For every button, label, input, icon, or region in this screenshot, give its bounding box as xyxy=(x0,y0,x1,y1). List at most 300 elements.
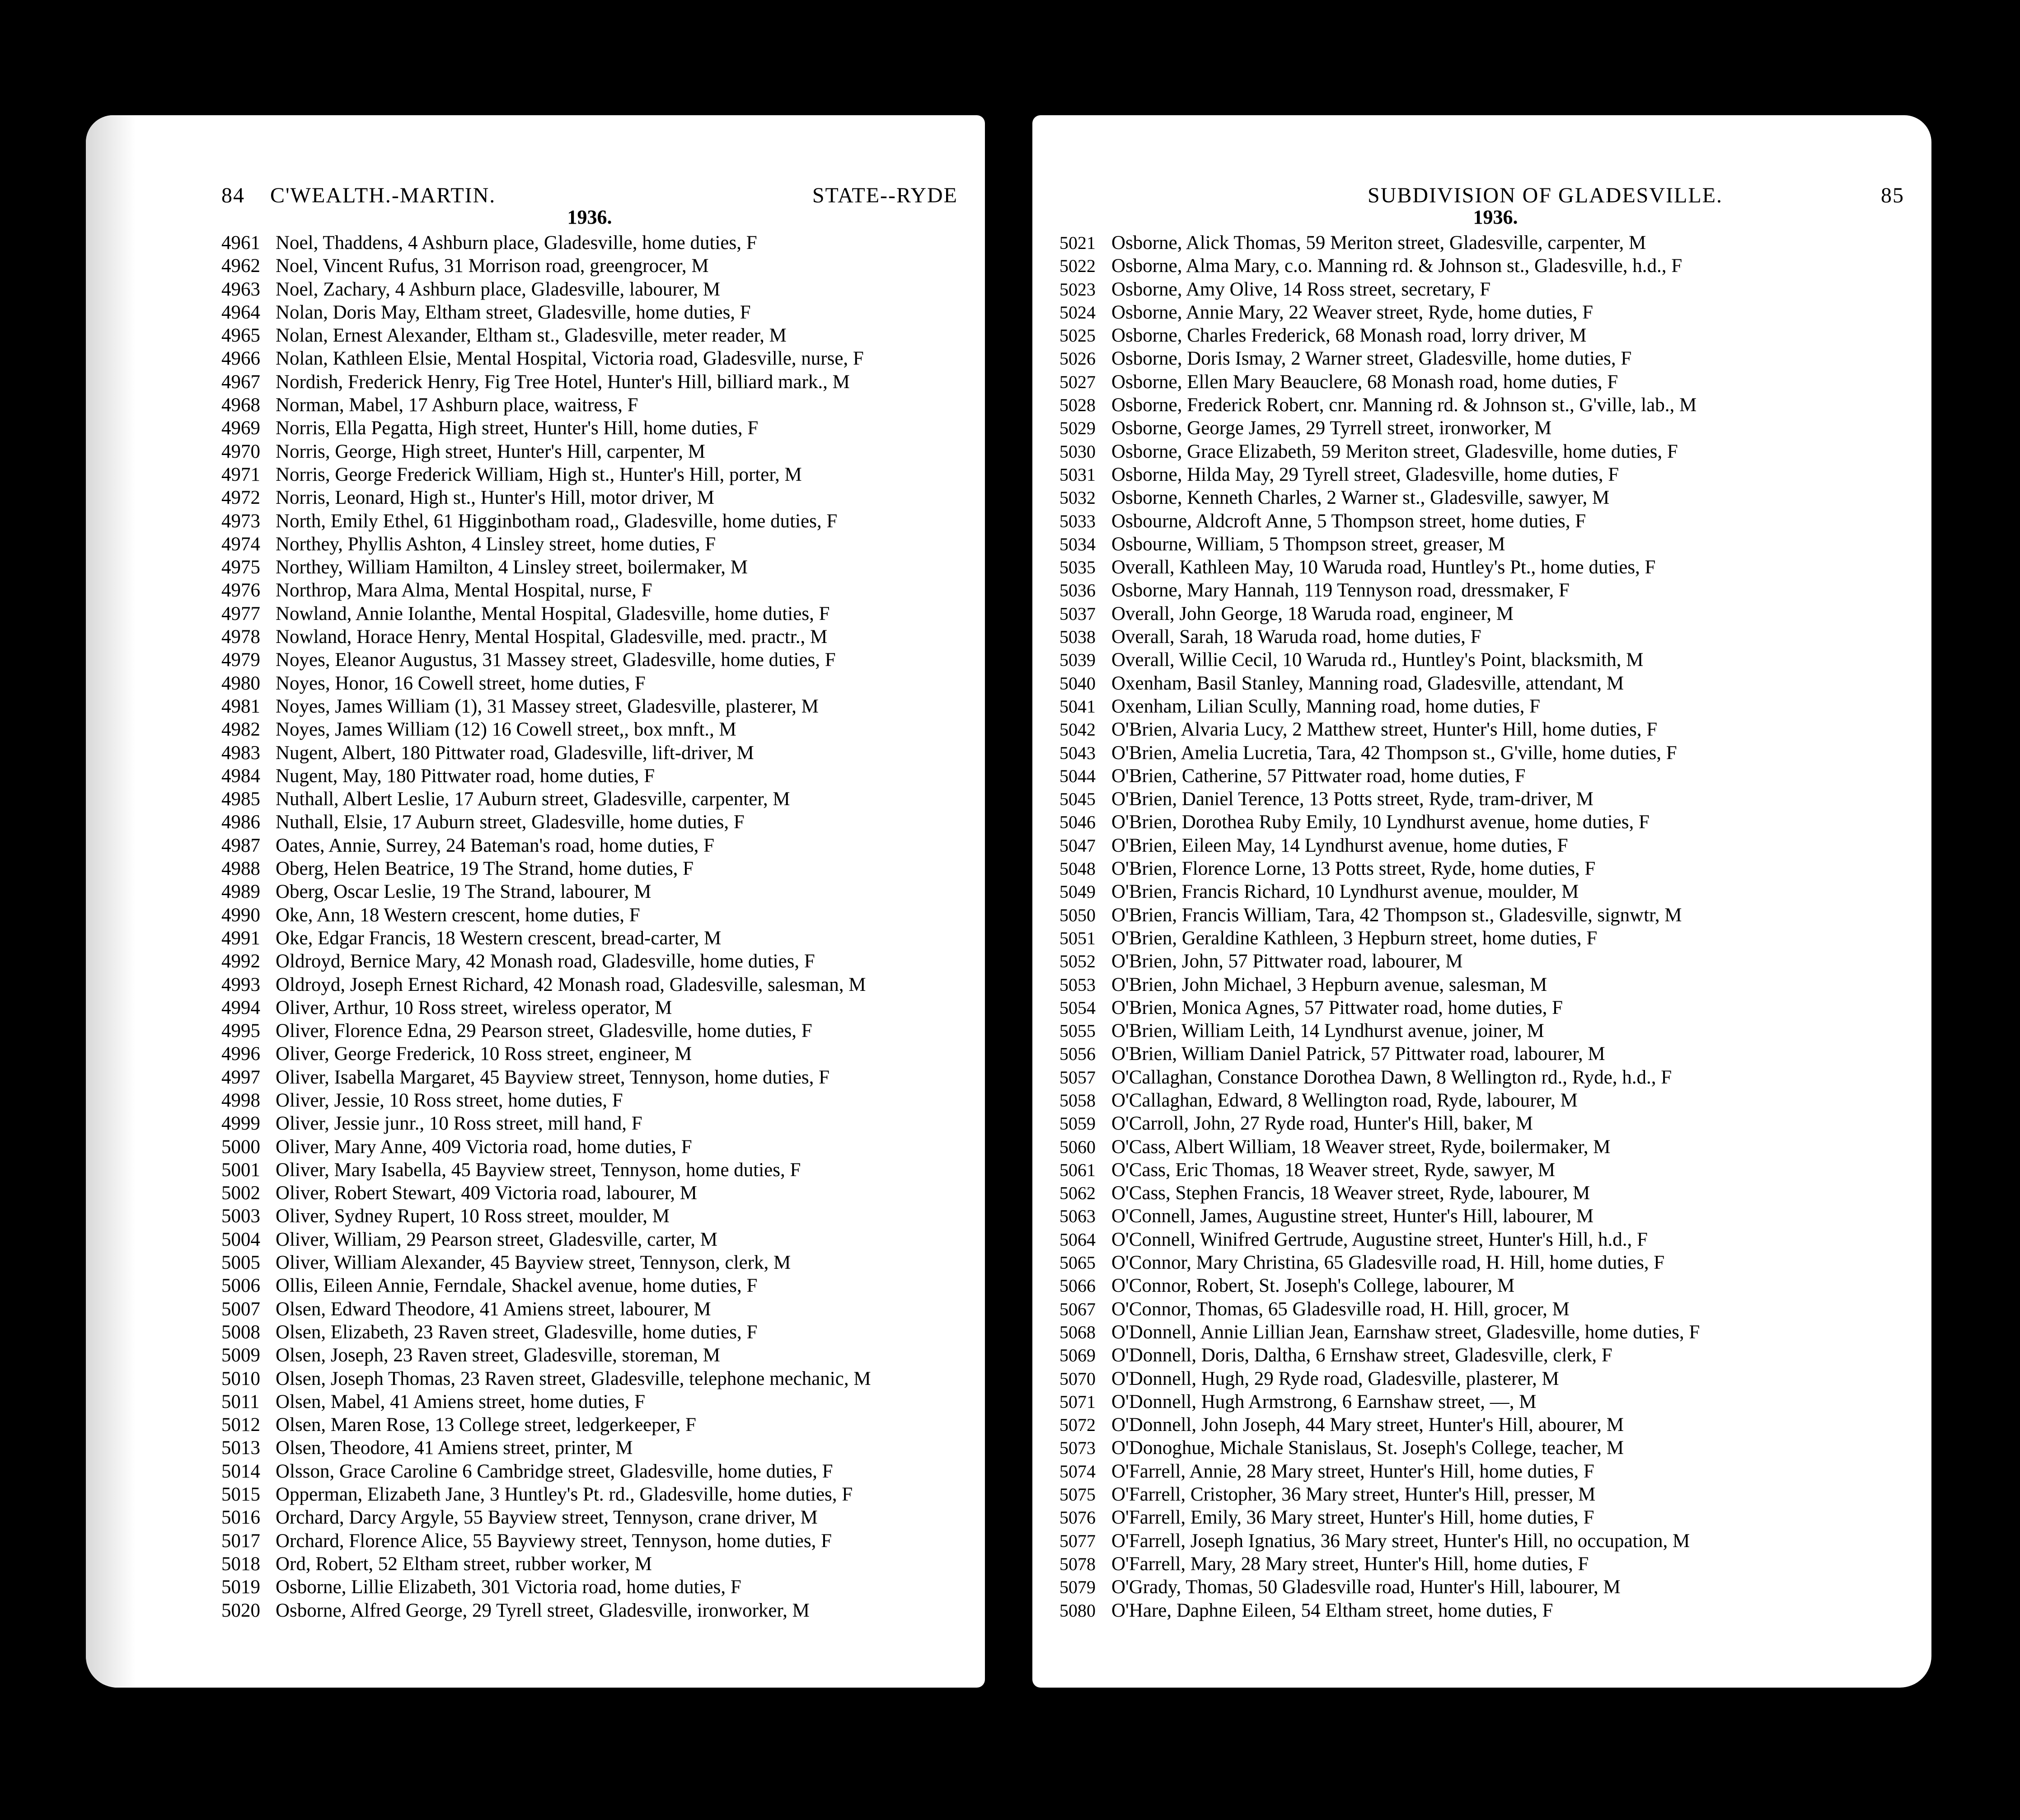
entry-number: 4967 xyxy=(221,371,260,393)
entry-number: 5008 xyxy=(221,1321,260,1343)
entry-text: Osborne, Charles Frederick, 68 Monash road, lorry driver, M xyxy=(1111,325,1587,347)
roll-entry xyxy=(221,695,971,718)
entry-number: 4966 xyxy=(221,348,260,370)
roll-entry xyxy=(221,1437,971,1460)
entry-number: 5041 xyxy=(1059,696,1096,717)
entry-text: Osborne, Mary Hannah, 119 Tennyson road, dressmaker, F xyxy=(1111,580,1570,601)
roll-entry xyxy=(221,1182,971,1205)
entry-number: 5053 xyxy=(1059,974,1096,995)
roll-entry xyxy=(221,788,971,811)
roll-entry xyxy=(221,347,971,371)
entry-number: 5061 xyxy=(1059,1159,1096,1180)
page-gutter-shadow xyxy=(86,115,136,1688)
entry-text: Nuthall, Elsie, 17 Auburn street, Gladesville, home duties, F xyxy=(276,811,745,833)
roll-entry xyxy=(1059,742,1904,765)
entry-text: O'Cass, Eric Thomas, 18 Weaver street, Ryde, sawyer, M xyxy=(1111,1159,1556,1181)
entry-number: 4992 xyxy=(221,951,260,972)
entry-text: O'Connell, Winifred Gertrude, Augustine street, Hunter's Hill, h.d., F xyxy=(1111,1229,1648,1250)
entry-number: 4986 xyxy=(221,811,260,833)
entry-text: Olsson, Grace Caroline 6 Cambridge street, Gladesville, home duties, F xyxy=(276,1460,833,1482)
roll-entry xyxy=(221,1530,971,1553)
entry-number: 5049 xyxy=(1059,882,1096,902)
entry-text: Osborne, George James, 29 Tyrrell street, ironworker, M xyxy=(1111,417,1552,439)
entry-text: Osborne, Lillie Elizabeth, 301 Victoria road, home duties, F xyxy=(276,1576,741,1598)
left-page-number-and-title xyxy=(221,183,496,208)
entry-text: Olsen, Joseph, 23 Raven street, Gladesville, storeman, M xyxy=(276,1345,721,1366)
roll-entry xyxy=(1059,1066,1904,1089)
entry-text: O'Donnell, John Joseph, 44 Mary street, Hunter's Hill, abourer, M xyxy=(1111,1414,1624,1436)
roll-entry xyxy=(1059,974,1904,997)
roll-entry xyxy=(221,1159,971,1182)
entry-text: Northey, William Hamilton, 4 Linsley street, boilermaker, M xyxy=(276,557,748,578)
roll-entry xyxy=(1059,417,1904,440)
entry-text: Osborne, Grace Elizabeth, 59 Meriton street, Gladesville, home duties, F xyxy=(1111,441,1678,462)
roll-entry xyxy=(1059,1275,1904,1298)
roll-entry xyxy=(221,255,971,278)
entry-number: 5059 xyxy=(1059,1113,1096,1134)
entry-text: Osborne, Hilda May, 29 Tyrell street, Gladesville, home duties, F xyxy=(1111,464,1619,485)
entry-text: O'Farrell, Cristopher, 36 Mary street, Hunter's Hill, presser, M xyxy=(1111,1484,1596,1506)
entry-number: 5013 xyxy=(221,1437,260,1459)
entry-number: 4996 xyxy=(221,1043,260,1065)
entry-number: 5076 xyxy=(1059,1507,1096,1528)
roll-entry xyxy=(221,997,971,1020)
roll-entry xyxy=(221,626,971,649)
entry-text: O'Brien, John, 57 Pittwater road, labourer, M xyxy=(1111,951,1463,972)
roll-entry xyxy=(221,1298,971,1321)
entry-number: 5022 xyxy=(1059,256,1096,277)
entry-text: Oke, Edgar Francis, 18 Western crescent, bread-carter, M xyxy=(276,927,722,949)
entry-text: Oliver, George Frederick, 10 Ross street, engineer, M xyxy=(276,1043,692,1065)
roll-entry xyxy=(1059,1159,1904,1182)
electoral-roll-list xyxy=(1059,232,1904,1623)
roll-entry xyxy=(1059,1043,1904,1066)
roll-entry xyxy=(221,1344,971,1367)
entry-number: 5074 xyxy=(1059,1461,1096,1482)
entry-number: 5029 xyxy=(1059,418,1096,439)
roll-entry xyxy=(221,1414,971,1437)
entry-text: Oberg, Oscar Leslie, 19 The Strand, labourer, M xyxy=(276,881,651,903)
roll-entry xyxy=(1059,1229,1904,1252)
entry-number: 5067 xyxy=(1059,1299,1096,1319)
roll-entry xyxy=(1059,487,1904,510)
entry-text: Oliver, Isabella Margaret, 45 Bayview street, Tennyson, home duties, F xyxy=(276,1066,830,1088)
roll-entry xyxy=(1059,950,1904,973)
roll-entry xyxy=(1059,788,1904,811)
entry-number: 5002 xyxy=(221,1182,260,1204)
entry-number: 5033 xyxy=(1059,511,1096,531)
entry-text: Osborne, Kenneth Charles, 2 Warner st., Gladesville, sawyer, M xyxy=(1111,487,1610,509)
entry-number: 5055 xyxy=(1059,1021,1096,1041)
entry-number: 5005 xyxy=(221,1252,260,1274)
entry-text: Noyes, Honor, 16 Cowell street, home duties, F xyxy=(276,672,646,694)
entry-text: Olsen, Mabel, 41 Amiens street, home duties, F xyxy=(276,1391,646,1412)
roll-entry xyxy=(1059,1205,1904,1228)
entry-number: 4974 xyxy=(221,533,260,555)
entry-text: Oliver, Mary Anne, 409 Victoria road, home duties, F xyxy=(276,1136,692,1158)
entry-text: O'Brien, John Michael, 3 Hepburn avenue, salesman, M xyxy=(1111,974,1547,995)
entry-text: Olsen, Elizabeth, 23 Raven street, Gladesville, home duties, F xyxy=(276,1321,758,1343)
header-right-title: STATE--RYDE xyxy=(812,183,958,207)
entry-text: O'Brien, Daniel Terence, 13 Potts street, Ryde, tram-driver, M xyxy=(1111,788,1594,810)
roll-entry xyxy=(1059,324,1904,347)
entry-number: 5069 xyxy=(1059,1345,1096,1366)
entry-text: Osborne, Alfred George, 29 Tyrell street, Gladesville, ironworker, M xyxy=(276,1600,810,1621)
entry-number: 5031 xyxy=(1059,464,1096,485)
entry-text: Nowland, Horace Henry, Mental Hospital, Gladesville, med. practr., M xyxy=(276,626,828,648)
roll-entry xyxy=(1059,811,1904,834)
entry-text: Northrop, Mara Alma, Mental Hospital, nurse, F xyxy=(276,580,652,601)
entry-number: 4964 xyxy=(221,301,260,323)
roll-entry xyxy=(1059,1553,1904,1576)
entry-number: 5071 xyxy=(1059,1391,1096,1412)
roll-entry xyxy=(221,1321,971,1344)
entry-text: O'Brien, Alvaria Lucy, 2 Matthew street, Hunter's Hill, home duties, F xyxy=(1111,719,1658,741)
entry-number: 5010 xyxy=(221,1368,260,1389)
entry-text: Osbourne, William, 5 Thompson street, greaser, M xyxy=(1111,533,1505,555)
entry-number: 5048 xyxy=(1059,858,1096,879)
entry-number: 5078 xyxy=(1059,1553,1096,1574)
entry-number: 5056 xyxy=(1059,1044,1096,1065)
roll-entry xyxy=(1059,1483,1904,1506)
entry-text: Olsen, Joseph Thomas, 23 Raven street, Gladesville, telephone mechanic, M xyxy=(276,1368,871,1389)
entry-text: Oke, Ann, 18 Western crescent, home duties, F xyxy=(276,904,640,926)
roll-entry xyxy=(221,394,971,417)
entry-number: 5011 xyxy=(221,1391,260,1412)
entry-text: O'Brien, Dorothea Ruby Emily, 10 Lyndhurst avenue, home duties, F xyxy=(1111,811,1650,833)
roll-entry xyxy=(221,510,971,533)
roll-entry xyxy=(1059,904,1904,927)
entry-number: 4963 xyxy=(221,278,260,300)
entry-text: North, Emily Ethel, 61 Higginbotham road,, Gladesville, home duties, F xyxy=(276,510,838,532)
entry-number: 5023 xyxy=(1059,279,1096,300)
entry-number: 4971 xyxy=(221,464,260,485)
entry-text: Olsen, Maren Rose, 13 College street, ledgerkeeper, F xyxy=(276,1414,696,1436)
entry-text: O'Brien, William Leith, 14 Lyndhurst avenue, joiner, M xyxy=(1111,1020,1544,1042)
entry-number: 4972 xyxy=(221,487,260,509)
roll-entry xyxy=(221,1391,971,1414)
entry-text: Oliver, Robert Stewart, 409 Victoria road, labourer, M xyxy=(276,1182,697,1204)
roll-entry xyxy=(1059,556,1904,579)
roll-entry xyxy=(221,371,971,394)
roll-entry xyxy=(221,1043,971,1066)
roll-entry xyxy=(221,765,971,788)
entry-number: 4968 xyxy=(221,394,260,416)
roll-entry xyxy=(221,1460,971,1483)
entry-text: O'Cass, Stephen Francis, 18 Weaver street, Ryde, labourer, M xyxy=(1111,1182,1590,1204)
entry-number: 5065 xyxy=(1059,1252,1096,1273)
entry-number: 4979 xyxy=(221,649,260,671)
entry-text: Nugent, Albert, 180 Pittwater road, Gladesville, lift-driver, M xyxy=(276,742,754,764)
entry-number: 5032 xyxy=(1059,488,1096,508)
entry-number: 5016 xyxy=(221,1507,260,1529)
entry-number: 4987 xyxy=(221,835,260,856)
entry-number: 4988 xyxy=(221,858,260,880)
roll-entry xyxy=(1059,232,1904,255)
entry-text: O'Carroll, John, 27 Ryde road, Hunter's Hill, baker, M xyxy=(1111,1113,1533,1135)
left-page xyxy=(86,115,985,1688)
roll-entry xyxy=(221,835,971,858)
entry-text: Nolan, Kathleen Elsie, Mental Hospital, Victoria road, Gladesville, nurse, F xyxy=(276,348,864,370)
roll-entry xyxy=(1059,1298,1904,1321)
entry-number: 5021 xyxy=(1059,233,1096,253)
entry-text: O'Farrell, Annie, 28 Mary street, Hunter's Hill, home duties, F xyxy=(1111,1460,1594,1482)
roll-entry xyxy=(221,324,971,347)
roll-entry xyxy=(221,464,971,487)
roll-entry xyxy=(1059,997,1904,1020)
roll-entry xyxy=(1059,718,1904,741)
roll-entry xyxy=(221,1600,971,1623)
roll-entry xyxy=(1059,1600,1904,1623)
roll-entry xyxy=(1059,441,1904,464)
roll-entry xyxy=(1059,533,1904,556)
entry-number: 4980 xyxy=(221,672,260,694)
entry-text: O'Farrell, Joseph Ignatius, 36 Mary street, Hunter's Hill, no occupation, M xyxy=(1111,1530,1690,1552)
entry-number: 5052 xyxy=(1059,951,1096,972)
entry-number: 5054 xyxy=(1059,997,1096,1018)
entry-number: 5062 xyxy=(1059,1183,1096,1204)
entry-number: 5070 xyxy=(1059,1368,1096,1389)
roll-entry xyxy=(221,1553,971,1576)
entry-number: 5073 xyxy=(1059,1438,1096,1459)
entry-text: Noyes, James William (12) 16 Cowell street,, box mnft., M xyxy=(276,719,736,741)
entry-text: Norris, Leonard, High st., Hunter's Hill, motor driver, M xyxy=(276,487,714,509)
roll-entry xyxy=(1059,278,1904,301)
entry-text: Osborne, Alick Thomas, 59 Meriton street, Gladesville, carpenter, M xyxy=(1111,232,1646,253)
page-year: 1936. xyxy=(1473,206,1518,228)
roll-entry xyxy=(221,1089,971,1112)
entry-number: 4973 xyxy=(221,510,260,532)
entry-number: 4994 xyxy=(221,997,260,1018)
entry-number: 5003 xyxy=(221,1206,260,1227)
entry-number: 5019 xyxy=(221,1576,260,1598)
page-year: 1936. xyxy=(567,206,612,228)
entry-text: Oliver, Sydney Rupert, 10 Ross street, moulder, M xyxy=(276,1206,670,1227)
entry-text: Nolan, Doris May, Eltham street, Gladesville, home duties, F xyxy=(276,301,751,323)
entry-number: 4989 xyxy=(221,881,260,903)
entry-number: 5012 xyxy=(221,1414,260,1436)
entry-text: O'Hare, Daphne Eileen, 54 Eltham street, home duties, F xyxy=(1111,1600,1553,1621)
roll-entry xyxy=(221,1136,971,1159)
entry-number: 5075 xyxy=(1059,1484,1096,1505)
entry-text: Nugent, May, 180 Pittwater road, home duties, F xyxy=(276,765,655,787)
roll-entry xyxy=(1059,835,1904,858)
entry-number: 5030 xyxy=(1059,441,1096,462)
entry-text: Norris, George Frederick William, High st., Hunter's Hill, porter, M xyxy=(276,464,802,485)
entry-number: 5057 xyxy=(1059,1067,1096,1088)
roll-entry xyxy=(1059,394,1904,417)
roll-entry xyxy=(1059,510,1904,533)
entry-number: 4977 xyxy=(221,603,260,624)
entry-text: O'Donnell, Annie Lillian Jean, Earnshaw street, Gladesville, home duties, F xyxy=(1111,1321,1700,1343)
entry-text: O'Donnell, Doris, Daltha, 6 Ernshaw street, Gladesville, clerk, F xyxy=(1111,1345,1612,1366)
roll-entry xyxy=(1059,626,1904,649)
entry-text: Oates, Annie, Surrey, 24 Bateman's road, home duties, F xyxy=(276,835,715,856)
entry-text: Osborne, Amy Olive, 14 Ross street, secretary, F xyxy=(1111,278,1491,300)
roll-entry xyxy=(221,1275,971,1298)
entry-number: 5077 xyxy=(1059,1530,1096,1551)
entry-text: Oliver, Arthur, 10 Ross street, wireless operator, M xyxy=(276,997,672,1018)
entry-number: 5018 xyxy=(221,1553,260,1575)
entry-number: 5066 xyxy=(1059,1276,1096,1296)
entry-text: O'Connell, James, Augustine street, Hunter's Hill, labourer, M xyxy=(1111,1206,1594,1227)
roll-entry xyxy=(1059,255,1904,278)
roll-entry xyxy=(1059,1136,1904,1159)
entry-number: 5051 xyxy=(1059,928,1096,948)
page-number: 84 xyxy=(221,183,245,207)
entry-number: 5063 xyxy=(1059,1206,1096,1227)
entry-number: 4978 xyxy=(221,626,260,648)
header-left-title: C'WEALTH.-MARTIN. xyxy=(270,183,496,207)
entry-text: O'Cass, Albert William, 18 Weaver street, Ryde, boilermaker, M xyxy=(1111,1136,1611,1158)
entry-number: 5079 xyxy=(1059,1577,1096,1598)
entry-number: 4998 xyxy=(221,1089,260,1111)
roll-entry xyxy=(1059,672,1904,695)
entry-text: Osborne, Doris Ismay, 2 Warner street, Gladesville, home duties, F xyxy=(1111,348,1632,370)
roll-entry xyxy=(221,1483,971,1506)
entry-number: 4962 xyxy=(221,255,260,277)
roll-entry xyxy=(221,232,971,255)
entry-number: 5037 xyxy=(1059,603,1096,624)
entry-number: 5064 xyxy=(1059,1229,1096,1250)
roll-entry xyxy=(221,974,971,997)
entry-text: Oliver, Florence Edna, 29 Pearson street, Gladesville, home duties, F xyxy=(276,1020,812,1042)
entry-number: 4990 xyxy=(221,904,260,926)
entry-text: O'Farrell, Mary, 28 Mary street, Hunter's Hill, home duties, F xyxy=(1111,1553,1589,1575)
entry-number: 4993 xyxy=(221,974,260,995)
entry-text: Oliver, Jessie junr., 10 Ross street, mill hand, F xyxy=(276,1113,642,1135)
entry-number: 5042 xyxy=(1059,719,1096,740)
entry-number: 5038 xyxy=(1059,627,1096,647)
entry-number: 5045 xyxy=(1059,789,1096,810)
roll-entry xyxy=(1059,927,1904,950)
entry-text: Nolan, Ernest Alexander, Eltham st., Gladesville, meter reader, M xyxy=(276,325,787,347)
entry-text: O'Donoghue, Michale Stanislaus, St. Joseph's College, teacher, M xyxy=(1111,1437,1624,1459)
entry-text: Oliver, Mary Isabella, 45 Bayview street, Tennyson, home duties, F xyxy=(276,1159,801,1181)
entry-text: O'Connor, Robert, St. Joseph's College, labourer, M xyxy=(1111,1275,1515,1297)
roll-entry xyxy=(1059,1368,1904,1391)
roll-entry xyxy=(1059,1344,1904,1367)
entry-text: Oldroyd, Joseph Ernest Richard, 42 Monash road, Gladesville, salesman, M xyxy=(276,974,866,995)
entry-text: Orchard, Darcy Argyle, 55 Bayview street, Tennyson, crane driver, M xyxy=(276,1507,818,1529)
entry-text: O'Brien, Amelia Lucretia, Tara, 42 Thompson st., G'ville, home duties, F xyxy=(1111,742,1677,764)
entry-text: O'Callaghan, Constance Dorothea Dawn, 8 Wellington rd., Ryde, h.d., F xyxy=(1111,1066,1672,1088)
entry-text: Opperman, Elizabeth Jane, 3 Huntley's Pt. rd., Gladesville, home duties, F xyxy=(276,1484,853,1506)
entry-number: 5028 xyxy=(1059,395,1096,416)
entry-text: Osborne, Frederick Robert, cnr. Manning rd. & Johnson st., G'ville, lab., M xyxy=(1111,394,1697,416)
entry-number: 4975 xyxy=(221,557,260,578)
roll-entry xyxy=(221,904,971,927)
entry-text: Osborne, Alma Mary, c.o. Manning rd. & Johnson st., Gladesville, h.d., F xyxy=(1111,255,1683,277)
roll-entry xyxy=(221,278,971,301)
entry-text: Olsen, Theodore, 41 Amiens street, printer, M xyxy=(276,1437,633,1459)
roll-entry xyxy=(1059,371,1904,394)
entry-number: 5025 xyxy=(1059,325,1096,346)
right-page xyxy=(1032,115,1931,1688)
entry-text: Norman, Mabel, 17 Ashburn place, waitress, F xyxy=(276,394,638,416)
entry-text: Noyes, James William (1), 31 Massey street, Gladesville, plasterer, M xyxy=(276,695,819,717)
entry-number: 4970 xyxy=(221,441,260,462)
entry-text: O'Brien, Geraldine Kathleen, 3 Hepburn street, home duties, F xyxy=(1111,927,1598,949)
roll-entry xyxy=(1059,1530,1904,1553)
entry-text: O'Brien, William Daniel Patrick, 57 Pittwater road, labourer, M xyxy=(1111,1043,1605,1065)
roll-entry xyxy=(1059,603,1904,626)
entry-number: 5080 xyxy=(1059,1600,1096,1621)
roll-entry xyxy=(1059,1437,1904,1460)
entry-number: 5047 xyxy=(1059,835,1096,856)
roll-entry xyxy=(221,1020,971,1043)
entry-number: 5039 xyxy=(1059,650,1096,671)
roll-entry xyxy=(1059,1576,1904,1599)
roll-entry xyxy=(221,811,971,834)
entry-number: 4995 xyxy=(221,1020,260,1042)
roll-entry xyxy=(1059,464,1904,487)
entry-number: 5040 xyxy=(1059,673,1096,694)
entry-text: Oliver, William Alexander, 45 Bayview street, Tennyson, clerk, M xyxy=(276,1252,791,1274)
roll-entry xyxy=(221,950,971,973)
roll-entry xyxy=(1059,1112,1904,1135)
roll-entry xyxy=(1059,858,1904,881)
roll-entry xyxy=(221,1112,971,1135)
roll-entry xyxy=(221,742,971,765)
entry-number: 5006 xyxy=(221,1275,260,1297)
entry-text: Noel, Vincent Rufus, 31 Morrison road, greengrocer, M xyxy=(276,255,709,277)
roll-entry xyxy=(221,672,971,695)
entry-text: Oliver, Jessie, 10 Ross street, home duties, F xyxy=(276,1089,623,1111)
entry-text: Oliver, William, 29 Pearson street, Gladesville, carter, M xyxy=(276,1229,717,1250)
roll-entry xyxy=(221,603,971,626)
entry-number: 4984 xyxy=(221,765,260,787)
roll-entry xyxy=(221,533,971,556)
entry-text: Oxenham, Basil Stanley, Manning road, Gladesville, attendant, M xyxy=(1111,672,1624,694)
entry-text: O'Brien, Eileen May, 14 Lyndhurst avenue, home duties, F xyxy=(1111,835,1568,856)
entry-number: 5034 xyxy=(1059,534,1096,554)
entry-number: 5026 xyxy=(1059,348,1096,369)
entry-number: 4961 xyxy=(221,232,260,253)
roll-entry xyxy=(221,579,971,602)
roll-entry xyxy=(1059,1414,1904,1437)
roll-entry xyxy=(221,441,971,464)
entry-number: 5020 xyxy=(221,1600,260,1621)
entry-number: 5015 xyxy=(221,1484,260,1506)
entry-text: Overall, Willie Cecil, 10 Waruda rd., Huntley's Point, blacksmith, M xyxy=(1111,649,1644,671)
entry-number: 5027 xyxy=(1059,371,1096,392)
entry-text: Ord, Robert, 52 Eltham street, rubber worker, M xyxy=(276,1553,652,1575)
entry-text: O'Farrell, Emily, 36 Mary street, Hunter's Hill, home duties, F xyxy=(1111,1507,1594,1529)
entry-text: Noel, Zachary, 4 Ashburn place, Gladesville, labourer, M xyxy=(276,278,721,300)
entry-number: 5009 xyxy=(221,1345,260,1366)
entry-text: O'Connor, Thomas, 65 Gladesville road, H. Hill, grocer, M xyxy=(1111,1298,1570,1320)
roll-entry xyxy=(221,1506,971,1529)
entry-text: O'Callaghan, Edward, 8 Wellington road, Ryde, labourer, M xyxy=(1111,1089,1578,1111)
entry-text: O'Donnell, Hugh, 29 Ryde road, Gladesville, plasterer, M xyxy=(1111,1368,1559,1389)
roll-entry xyxy=(221,858,971,881)
entry-number: 4983 xyxy=(221,742,260,764)
roll-entry xyxy=(221,927,971,950)
entry-text: Overall, Kathleen May, 10 Waruda road, Huntley's Pt., home duties, F xyxy=(1111,557,1656,578)
entry-number: 5058 xyxy=(1059,1090,1096,1111)
entry-text: Overall, Sarah, 18 Waruda road, home duties, F xyxy=(1111,626,1481,648)
entry-number: 5035 xyxy=(1059,557,1096,578)
entry-text: O'Donnell, Hugh Armstrong, 6 Earnshaw street, —, M xyxy=(1111,1391,1537,1412)
roll-entry xyxy=(221,487,971,510)
entry-number: 5001 xyxy=(221,1159,260,1181)
entry-number: 5043 xyxy=(1059,742,1096,763)
roll-entry xyxy=(1059,1252,1904,1275)
entry-text: Nowland, Annie Iolanthe, Mental Hospital, Gladesville, home duties, F xyxy=(276,603,830,624)
entry-text: Olsen, Edward Theodore, 41 Amiens street, labourer, M xyxy=(276,1298,711,1320)
electoral-roll-list xyxy=(221,232,971,1623)
